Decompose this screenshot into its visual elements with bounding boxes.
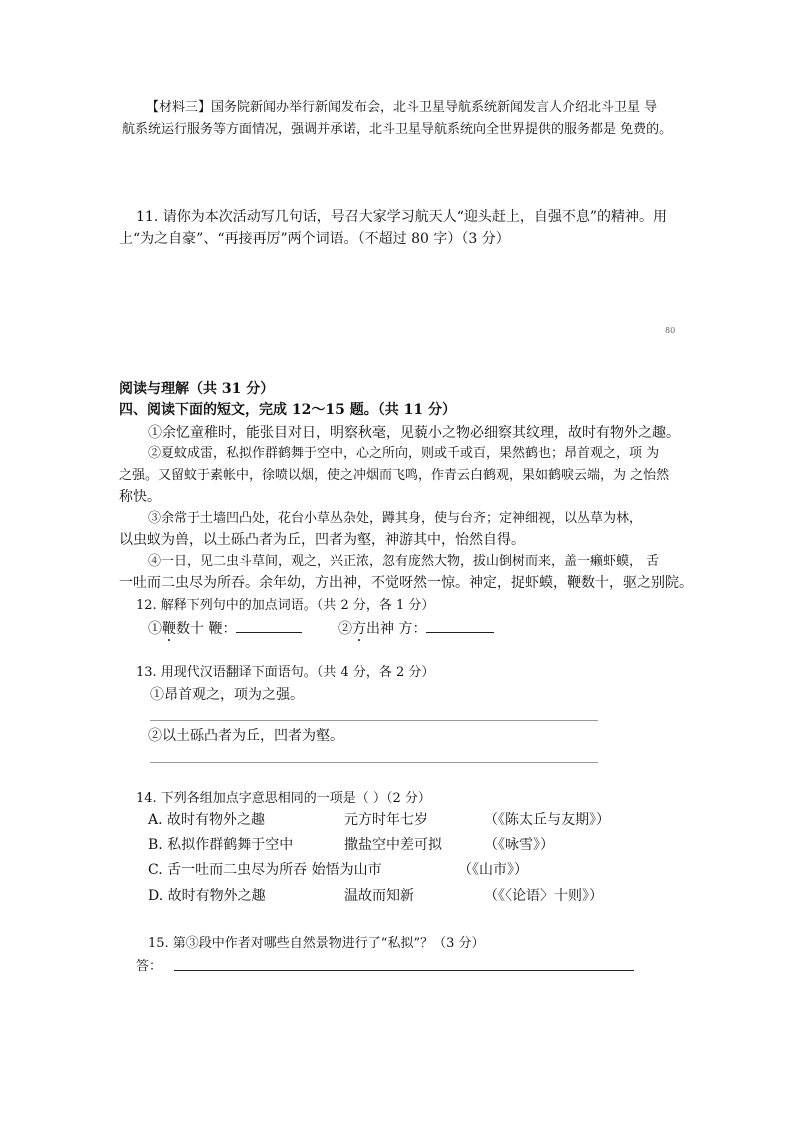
q14-stem: 14. 下列各组加点字意思相同的一项是（ ）（2 分） xyxy=(136,791,431,806)
q14-option-d-source: （《〈论语〉十则》） xyxy=(484,888,603,904)
passage-p2a: ②夏蚊成雷，私拟作群鹤舞于空中，心之所向，则或千或百，果然鹤也；昂首观之，项 为 xyxy=(148,446,660,461)
q15-answer-label: 答： xyxy=(136,959,163,974)
q14-option-b-pair: 撒盐空中差可拟 xyxy=(344,837,442,853)
q13-item1: ①昂首观之，项为之强。 xyxy=(150,687,304,703)
q14-option-d-label: D. 故时有物外之趣 xyxy=(148,888,266,904)
material3-line1: 【材料三】国务院新闻办举行新闻发布会，北斗卫星导航系统新闻发言人介绍北斗卫星 导 xyxy=(146,100,658,115)
part4-heading: 四、阅读下面的短文，完成 12～15 题。（共 11 分） xyxy=(119,402,456,418)
q12-item2 xyxy=(338,618,494,638)
q11-stem-line2: 上“为之自豪”、“再接再厉”两个词语。（不超过 80 字）（3 分） xyxy=(119,231,510,247)
passage-p3a: ③余常于土墙凹凸处，花台小草丛杂处，蹲其身，使与台齐；定神细视，以丛草为林， xyxy=(148,511,643,526)
q14-option-c-label: C. 舌一吐而二虫尽为所吞 始悟为山市 xyxy=(148,862,382,878)
q11-word-counter: 80 xyxy=(665,326,676,335)
passage-p3b: 以虫蚁为兽，以土砾凸者为丘，凹者为壑，神游其中，怡然自得。 xyxy=(119,532,525,548)
q14-option-c-source: （《山市》） xyxy=(458,862,528,878)
q14-option-a-label: A. 故时有物外之趣 xyxy=(148,812,266,828)
q13-answer-line-1[interactable] xyxy=(150,720,598,721)
passage-p4b: 一吐而二虫尽为所吞。余年幼，方出神，不觉呀然一惊。神定，捉虾蟆，鞭数十，驱之别院。 xyxy=(119,575,693,591)
q14-option-a-pair: 元方时年七岁 xyxy=(344,812,428,828)
q13-item2: ②以土砾凸者为丘，凹者为壑。 xyxy=(148,728,344,744)
material3-line2: 航系统运行服务等方面情况，强调并承诺，北斗卫星导航系统向全世界提供的服务都是 免费的。 xyxy=(122,122,673,137)
passage-p1: ①余忆童稚时，能张目对日，明察秋毫，见藐小之物必细察其纹理，故时有物外之趣。 xyxy=(148,425,680,441)
q14-option-b-source: （《咏雪》） xyxy=(484,837,554,853)
q12-item1 xyxy=(148,618,302,638)
q14-option-a-source: （《陈太丘与友期》） xyxy=(484,812,610,828)
section-title: 阅读与理解（共 31 分） xyxy=(119,381,275,397)
q12-item2-dotted-word: 方 xyxy=(352,621,366,637)
q12-stem: 12. 解释下列句中的加点词语。（共 2 分，各 1 分） xyxy=(136,598,435,613)
q13-answer-line-2[interactable] xyxy=(150,762,598,763)
q15-answer-line[interactable] xyxy=(174,970,634,971)
q12-item2-prefix: ② xyxy=(338,621,352,637)
passage-p2c: 称快。 xyxy=(119,489,161,505)
q12-item1-rest: 数十 鞭： xyxy=(176,621,237,637)
q12-answer-blank-1[interactable] xyxy=(236,618,302,633)
q11-stem-line1: 11. 请你为本次活动写几句话，号召大家学习航天人“迎头赶上，自强不息”的精神。用 xyxy=(136,209,668,225)
q14-option-b-label: B. 私拟作群鹤舞于空中 xyxy=(148,837,294,853)
passage-p2b: 之强。又留蚊于素帐中，徐喷以烟，使之冲烟而飞鸣，作青云白鹤观，果如鹤唳云端，为 之怡然 xyxy=(119,468,670,483)
q13-stem: 13. 用现代汉语翻译下面语句。（共 4 分，各 2 分） xyxy=(136,665,435,680)
q14-option-d-pair: 温故而知新 xyxy=(344,888,414,904)
passage-p4a: ④一日，见二虫斗草间，观之，兴正浓，忽有庞然大物，拔山倒树而来，盖一癞虾蟆， 舌 xyxy=(148,554,660,569)
q15-stem: 15. 第③段中作者对哪些自然景物进行了“私拟”？（3 分） xyxy=(148,936,485,951)
q12-item1-prefix: ① xyxy=(148,621,162,637)
q12-item1-dotted-word: 鞭 xyxy=(162,621,176,637)
q12-item2-rest: 出神 方： xyxy=(366,621,427,637)
q12-answer-blank-2[interactable] xyxy=(426,618,494,633)
